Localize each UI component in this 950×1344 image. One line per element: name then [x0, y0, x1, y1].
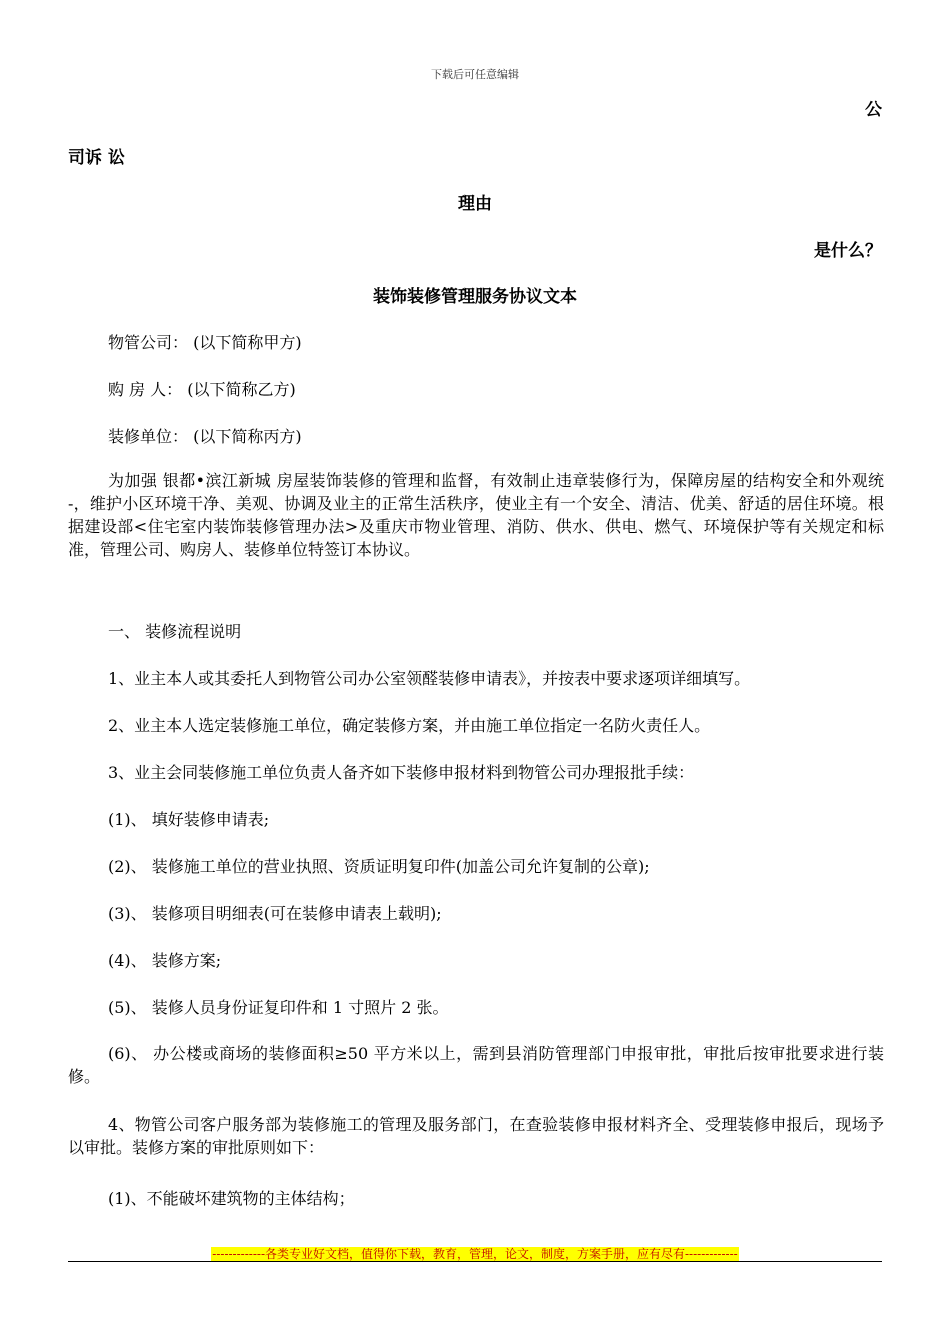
intro-paragraph: 为加强 银都•滨江新城 房屋装饰装修的管理和监督，有效制止违章装修行为，保障房屋的结构安全和外观统 -，维护小区环境干净、美观、协调及业主的正常生活秩序，使业主有一个安全、清洁、优美、舒适的居住环境。根据建设部<住宅室内装饰装修管理办法>及重庆市物业管理、消防、供水、供电、燃气、环境保护等有关规定和标准，管理公司、购房人、装修单位特签订本协议。 [68, 471, 884, 559]
heading-fragment-2: 司诉 讼 [68, 148, 125, 168]
process-item-3: 3、业主会同装修施工单位负责人备齐如下装修申报材料到物管公司办理报批手续： [108, 763, 695, 782]
material-item-3: (3)、 装修项目明细表(可在装修申请表上载明); [108, 904, 442, 923]
material-item-1: (1)、 填好装修申请表; [108, 810, 270, 829]
material-item-2: (2)、 装修施工单位的营业执照、资质证明复印件(加盖公司允许复制的公章); [108, 857, 650, 876]
section-1-heading: 一、 装修流程说明 [108, 622, 242, 641]
material-item-6: (6)、 办公楼或商场的装修面积≥50 平方米以上，需到县消防管理部门申报审批，审批后按审批要求进行装修。 [68, 1044, 884, 1086]
party-c-line: 装修单位： (以下简称丙方) [108, 427, 302, 446]
page-header-note: 下载后可任意编辑 [431, 68, 519, 81]
process-item-1: 1、业主本人或其委托人到物管公司办公室领醛装修申请表》，并按表中要求逐项详细填写。 [108, 669, 751, 688]
material-item-5: (5)、 装修人员身份证复印件和 1 寸照片 2 张。 [108, 998, 449, 1017]
heading-fragment-3: 理由 [458, 194, 492, 214]
document-title: 装饰装修管理服务协议文本 [373, 287, 577, 307]
heading-fragment-4: 是什么？ [814, 241, 882, 261]
process-item-2: 2、业主本人选定装修施工单位，确定装修方案，并由施工单位指定一名防火责任人。 [108, 716, 711, 735]
process-item-4: 4、物管公司客户服务部为装修施工的管理及服务部门，在查验装修申报材料齐全、受理装修申报后，现场予以审批。装修方案的审批原则如下： [68, 1115, 884, 1157]
approval-principle-1: (1)、不能破坏建筑物的主体结构； [108, 1189, 355, 1208]
footer-banner [0, 1243, 950, 1262]
party-a-line: 物管公司： (以下简称甲方) [108, 333, 302, 352]
material-item-4: (4)、 装修方案; [108, 951, 222, 970]
footer-banner-text: -------------各类专业好文档，值得你下载，教育，管理，论文，制度，方案手册，应有尽有------------- [212, 1247, 738, 1261]
heading-fragment-1: 公 [865, 100, 882, 120]
party-b-line: 购 房 人： (以下简称乙方) [108, 380, 296, 399]
footer-divider [68, 1261, 882, 1262]
